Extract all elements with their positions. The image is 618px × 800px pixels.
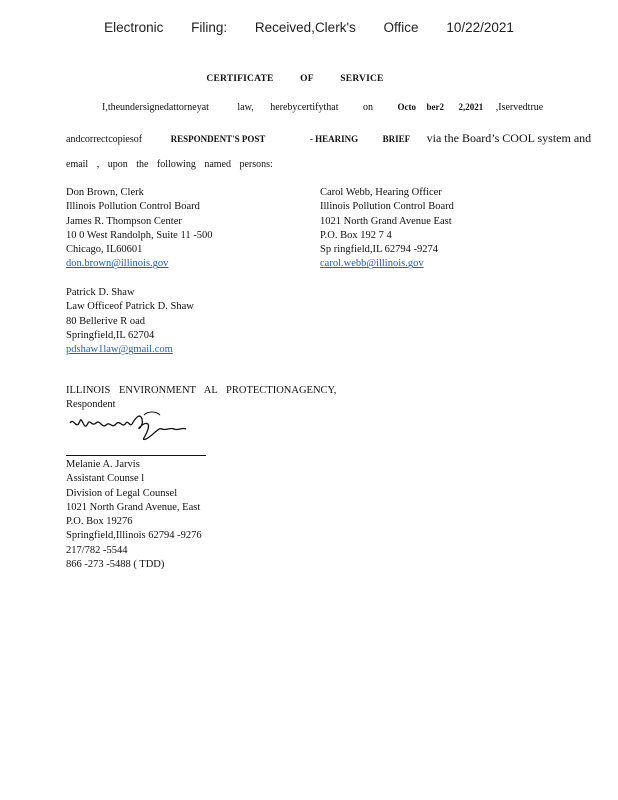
document-name: BRIEF xyxy=(382,134,411,144)
address-line: Illinois Pollution Control Board xyxy=(66,201,200,213)
email-link[interactable]: don.brown@illinois.gov xyxy=(66,258,169,270)
address-line: 1021 North Grand Avenue East xyxy=(320,215,452,227)
signer-line: 217/782 -5544 xyxy=(66,544,128,556)
signer-line: P.O. Box 19276 xyxy=(66,516,133,528)
address-line: Law Officeof Patrick D. Shaw xyxy=(66,301,194,313)
text-run: 2,2021 xyxy=(458,102,484,112)
certification-line-1 xyxy=(102,102,602,113)
text-run: herebycertifythat xyxy=(270,102,339,113)
text-run: I,theundersignedattorneyat xyxy=(102,102,209,113)
signer-line: Assistant Counse l xyxy=(66,473,145,485)
recipient-clerk xyxy=(66,186,212,272)
title-word: SERVICE xyxy=(340,74,384,84)
signer-line: Springfield,Illinois 62794 -9276 xyxy=(66,530,202,542)
title-word: CERTIFICATE xyxy=(206,74,274,84)
recipient-hearing-officer xyxy=(320,186,454,272)
address-line: Chicago, IL60601 xyxy=(66,244,143,256)
text-run: Octo xyxy=(397,102,416,112)
text-run: ,Iservedtrue xyxy=(495,102,544,113)
address-line: Carol Webb, Hearing Officer xyxy=(320,187,442,198)
header-part: Office xyxy=(383,20,419,35)
text-run: on xyxy=(363,102,373,113)
signer-block xyxy=(66,458,202,572)
address-line: 10 0 West Randolph, Suite 11 -500 xyxy=(66,229,213,241)
signature-line xyxy=(66,455,206,456)
filing-header xyxy=(0,20,618,35)
title-word: OF xyxy=(300,74,314,84)
address-line: 80 Bellerive R oad xyxy=(66,315,146,327)
recipient-counsel xyxy=(66,286,194,357)
email-link[interactable]: pdshaw1law@gmail.com xyxy=(66,344,173,356)
header-part: Received,Clerk's xyxy=(254,20,356,35)
signature-image xyxy=(66,409,196,450)
address-line: Don Brown, Clerk xyxy=(66,187,144,198)
header-part: Filing: xyxy=(191,20,228,35)
document-name: RESPONDENT'S POST xyxy=(170,134,266,144)
address-line: Patrick D. Shaw xyxy=(66,287,135,298)
header-date: 10/22/2021 xyxy=(446,20,514,35)
agency-name: ILLINOIS ENVIRONMENT AL PROTECTIONAGENCY, xyxy=(66,385,337,396)
party-role: Respondent xyxy=(66,399,116,411)
document-name: - HEARING xyxy=(309,134,359,144)
text-run: andcorrectcopiesof xyxy=(66,134,143,145)
text-run: ber2 xyxy=(426,102,444,112)
address-line: James R. Thompson Center xyxy=(66,215,182,227)
address-line: Sp ringfield,IL 62794 -9274 xyxy=(320,244,439,256)
text-run: law, xyxy=(237,102,254,113)
text-run: via the Board’s COOL system and xyxy=(426,131,592,145)
address-line: Illinois Pollution Control Board xyxy=(320,201,454,213)
address-line: Springfield,IL 62704 xyxy=(66,329,155,341)
signer-line: 866 -273 -5488 ( TDD) xyxy=(66,559,165,571)
address-line: P.O. Box 192 7 4 xyxy=(320,229,392,241)
header-part: Electronic xyxy=(104,20,164,35)
signer-line: 1021 North Grand Avenue, East xyxy=(66,501,201,513)
certification-line-3: email , upon the following named persons: xyxy=(66,159,273,170)
signer-line: Division of Legal Counsel xyxy=(66,487,178,499)
email-link[interactable]: carol.webb@illinois.gov xyxy=(320,258,424,270)
document-title xyxy=(0,74,590,84)
signer-line: Melanie A. Jarvis xyxy=(66,459,140,470)
certification-line-2 xyxy=(66,131,592,146)
